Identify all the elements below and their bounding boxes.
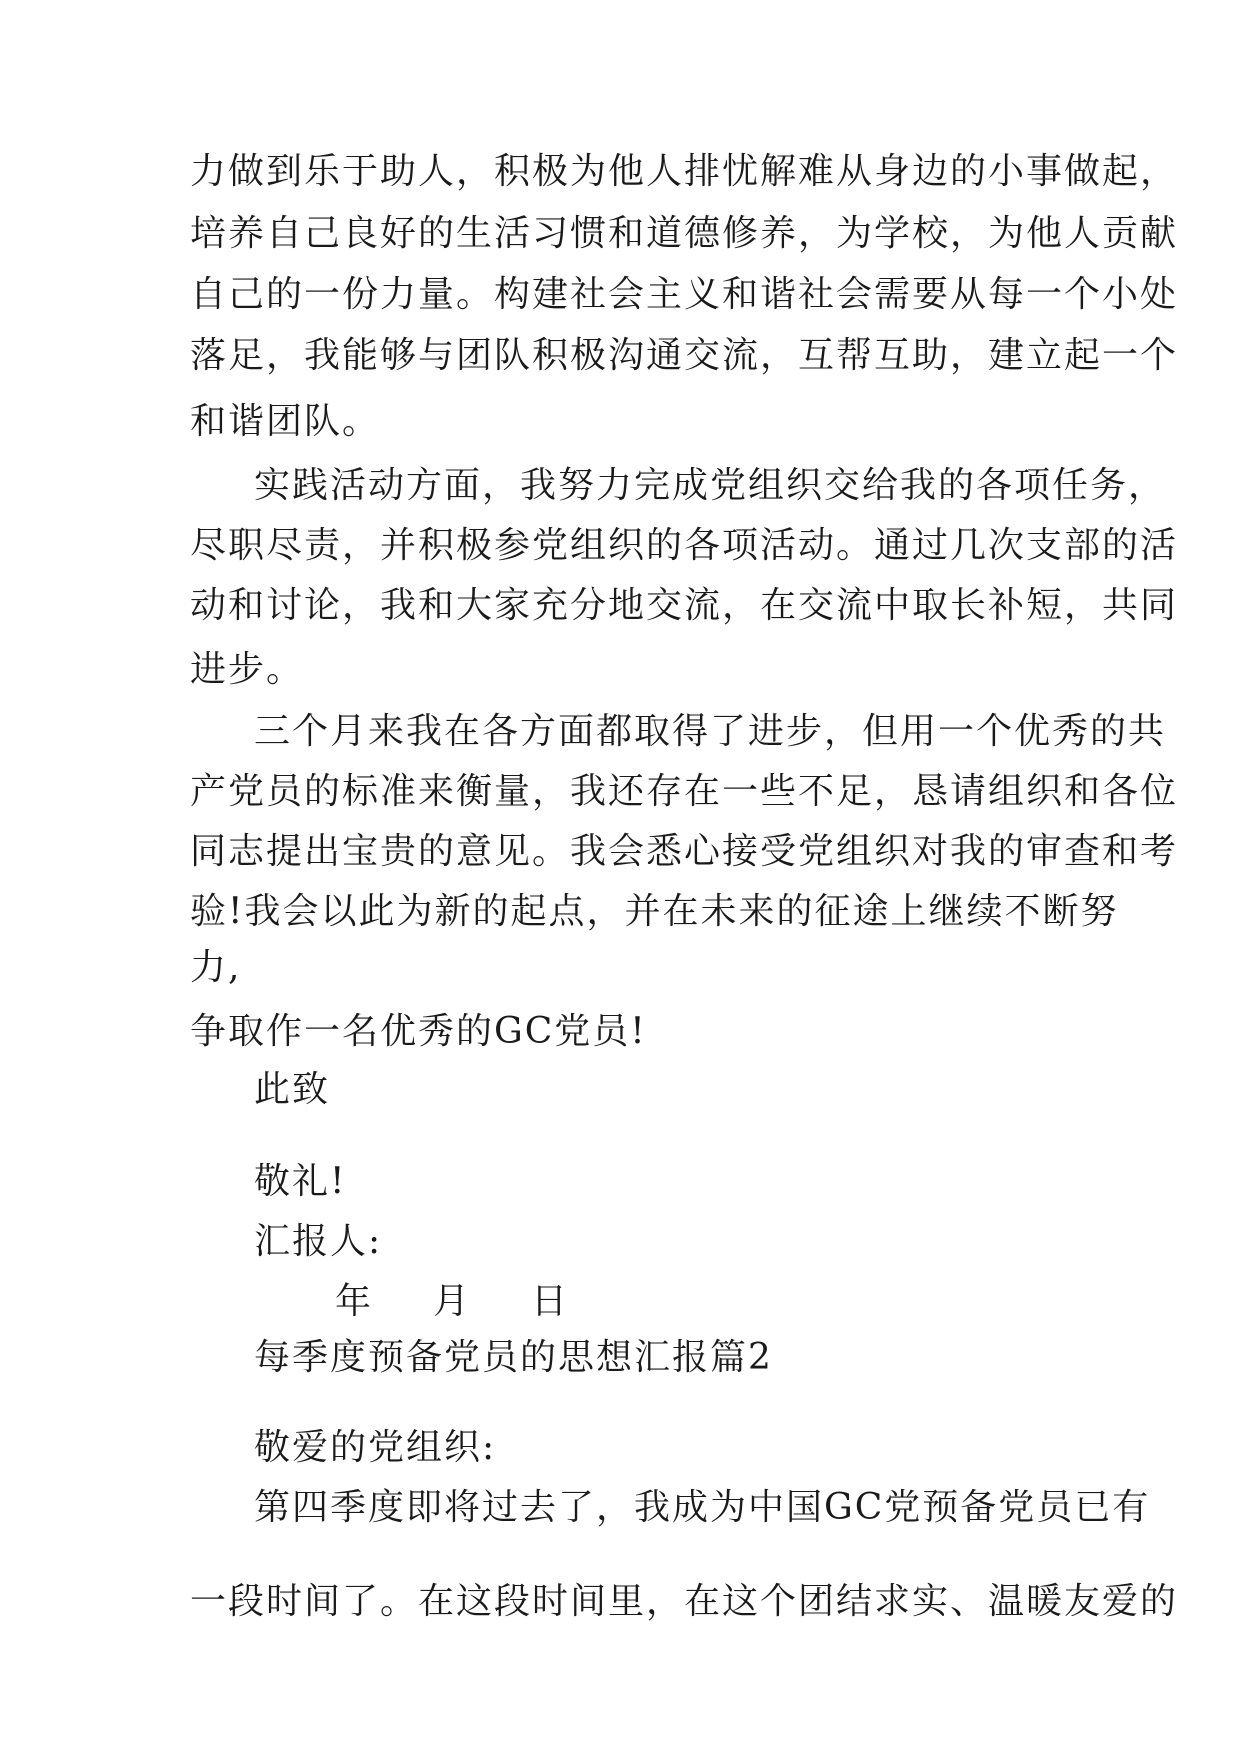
section-title: 每季度预备党员的思想汇报篇2	[254, 1337, 773, 1378]
paragraph-line: 尽职尽责，并积极参党组织的各项活动。通过几次支部的活	[190, 525, 1179, 566]
greeting: 敬爱的党组织:	[254, 1427, 497, 1468]
paragraph-line: 力,	[190, 947, 242, 988]
paragraph-line: 自己的一份力量。构建社会主义和谐社会需要从每一个小处	[190, 274, 1179, 315]
paragraph-line: 第四季度即将过去了，我成为中国GC党预备党员已有	[254, 1487, 1151, 1528]
paragraph-line: 力做到乐于助人，积极为他人排忧解难从身边的小事做起，	[190, 151, 1179, 192]
paragraph-line: 验!我会以此为新的起点，并在未来的征途上继续不断努	[190, 891, 1119, 932]
paragraph-line: 培养自己良好的生活习惯和道德修养，为学校，为他人贡献	[190, 213, 1179, 254]
paragraph-line: 争取作一名优秀的GC党员!	[190, 1011, 647, 1052]
date-year: 年	[335, 1281, 374, 1322]
paragraph-line: 落足，我能够与团队积极沟通交流，互帮互助，建立起一个	[190, 335, 1179, 376]
date-month: 月	[433, 1281, 472, 1322]
paragraph-line: 和谐团队。	[190, 401, 381, 442]
paragraph-line: 实践活动方面，我努力完成党组织交给我的各项任务，	[254, 465, 1167, 506]
date-day: 日	[531, 1281, 570, 1322]
date-line	[335, 1280, 569, 1324]
salutation-cizhi: 此致	[254, 1069, 331, 1110]
paragraph-line: 三个月来我在各方面都取得了进步，但用一个优秀的共	[254, 711, 1167, 752]
paragraph-line: 产党员的标准来衡量，我还存在一些不足，恳请组织和各位	[190, 771, 1179, 812]
salutation-jingli: 敬礼!	[254, 1161, 347, 1202]
paragraph-line: 一段时间了。在这段时间里，在这个团结求实、温暖友爱的	[190, 1581, 1179, 1622]
paragraph-line: 动和讨论，我和大家充分地交流，在交流中取长补短，共同	[190, 585, 1179, 626]
reporter-label: 汇报人:	[254, 1221, 383, 1262]
paragraph-line: 同志提出宝贵的意见。我会悉心接受党组织对我的审查和考	[190, 831, 1179, 872]
paragraph-line: 进步。	[190, 649, 305, 690]
